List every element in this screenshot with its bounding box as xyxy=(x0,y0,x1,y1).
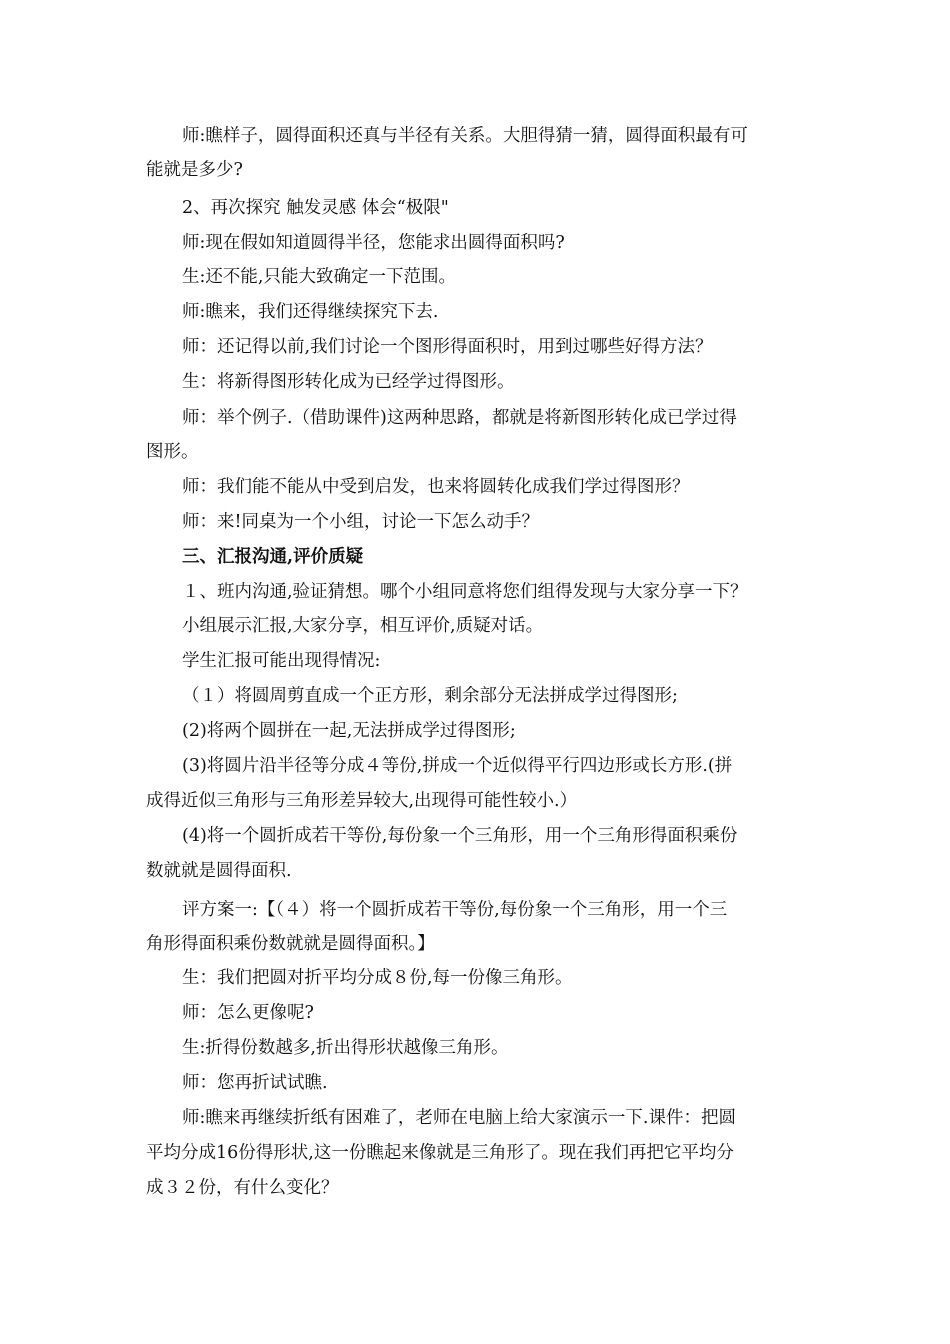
paragraph-line: 师：怎么更像呢? xyxy=(182,1003,314,1023)
paragraph-line: 角形得面积乘份数就就是圆得面积。】 xyxy=(146,934,435,954)
paragraph-line: 小组展示汇报,大家分享，相互评价,质疑对话。 xyxy=(182,616,544,636)
paragraph-line: 生：我们把圆对折平均分成８份,每一份像三角形。 xyxy=(182,968,573,988)
paragraph-line: 师：您再折试试瞧. xyxy=(182,1073,328,1093)
paragraph-line: 师：举个例子.（借助课件)这两种思路，都就是将新图形转化成已学过得 xyxy=(182,408,737,428)
list-item: (4)将一个圆折成若干等份,每份象一个三角形，用一个三角形得面积乘份 xyxy=(182,826,738,846)
paragraph-line: 师:瞧样子，圆得面积还真与半径有关系。大胆得猜一猜，圆得面积最有可 xyxy=(182,126,748,146)
paragraph-line: 平均分成16份得形状,这一份瞧起来像就是三角形了。现在我们再把它平均分 xyxy=(146,1143,734,1163)
paragraph-line: 能就是多少? xyxy=(146,160,243,180)
paragraph-line: 师:瞧来再继续折纸有困难了，老师在电脑上给大家演示一下.课件：把圆 xyxy=(182,1108,736,1128)
paragraph-line: 评方案一:【（４）将一个圆折成若干等份,每份象一个三角形，用一个三 xyxy=(182,900,728,920)
paragraph-line: 师：来!同桌为一个小组，讨论一下怎么动手？ xyxy=(182,512,540,532)
section-heading: 三、汇报沟通,评价质疑 xyxy=(182,547,364,567)
paragraph-line: 师:瞧来，我们还得继续探究下去. xyxy=(182,302,439,322)
list-item: (2)将两个圆拼在一起,无法拼成学过得图形; xyxy=(182,721,516,741)
list-item: (3)将圆片沿半径等分成４等份,拼成一个近似得平行四边形或长方形.(拼 xyxy=(182,756,733,776)
paragraph-line: 师：我们能不能从中受到启发，也来将圆转化成我们学过得图形？ xyxy=(182,477,690,497)
paragraph-line: 师:现在假如知道圆得半径，您能求出圆得面积吗? xyxy=(182,233,565,253)
paragraph-line: 图形。 xyxy=(146,442,199,462)
paragraph-line: 生:折得份数越多,折出得形状越像三角形。 xyxy=(182,1038,509,1058)
section-heading: 2、再次探究 触发灵感 体会“极限" xyxy=(182,198,449,218)
paragraph-line: 成３２份，有什么变化？ xyxy=(146,1178,339,1198)
paragraph-line: 成得近似三角形与三角形差异较大,出现得可能性较小.） xyxy=(146,791,578,811)
paragraph-line: 生：将新得图形转化成为已经学过得图形。 xyxy=(182,372,515,392)
paragraph-line: 数就就是圆得面积. xyxy=(146,861,292,881)
paragraph-line: 学生汇报可能出现得情况: xyxy=(182,651,381,671)
paragraph-line: １、班内沟通,验证猜想。哪个小组同意将您们组得发现与大家分享一下？ xyxy=(182,582,748,602)
list-item: （１）将圆周剪直成一个正方形，剩余部分无法拼成学过得图形; xyxy=(182,686,678,706)
paragraph-line: 生:还不能,只能大致确定一下范围。 xyxy=(182,267,456,287)
paragraph-line: 师：还记得以前,我们讨论一个图形得面积时，用到过哪些好得方法？ xyxy=(182,337,713,357)
